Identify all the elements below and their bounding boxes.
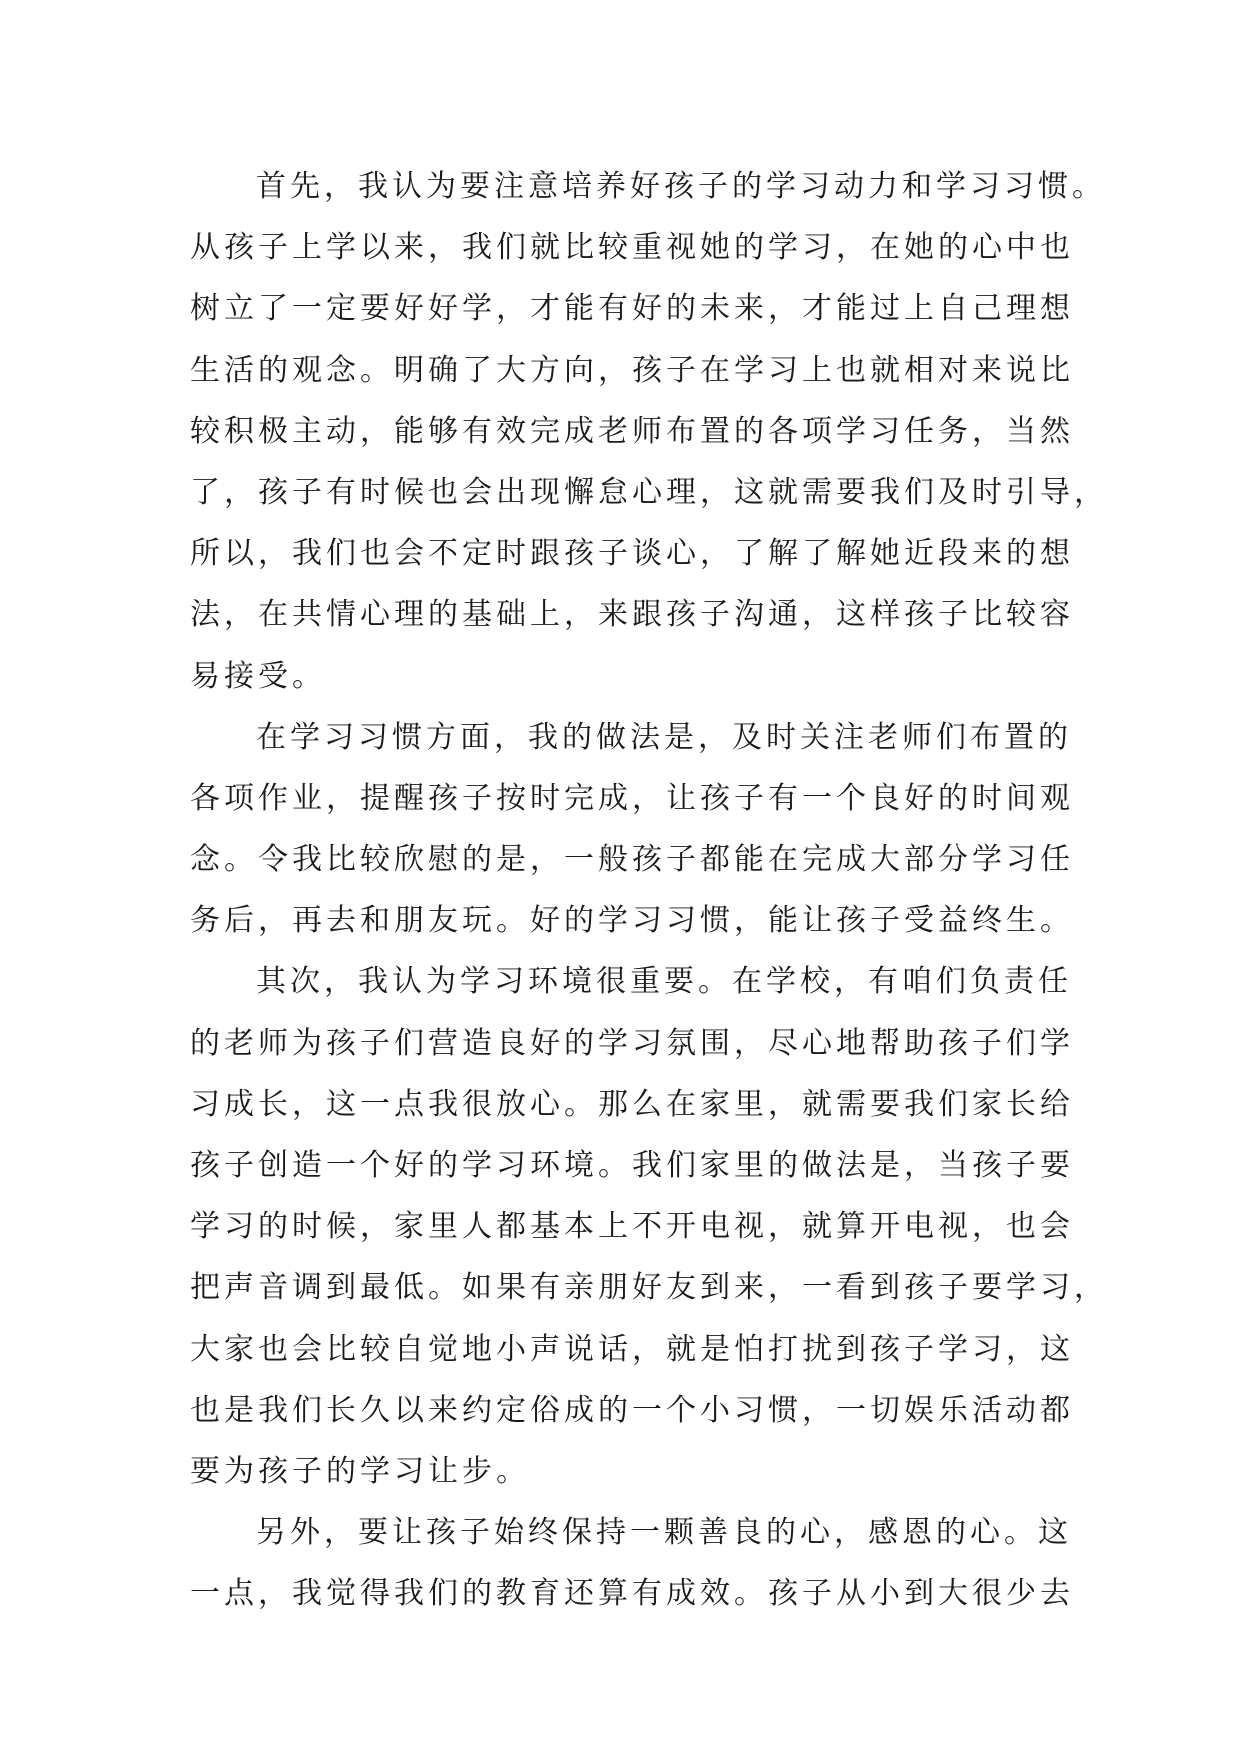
text-line: 大家也会比较自觉地小声说话，就是怕打扰到孩子学习，这: [190, 1331, 1074, 1367]
text-line: 把声音调到最低。如果有亲朋好友到来，一看到孩子要学习，: [190, 1270, 1108, 1306]
text-line: 务后，再去和朋友玩。好的学习习惯，能让孩子受益终生。: [190, 903, 1074, 939]
text-line: 各项作业，提醒孩子按时完成，让孩子有一个良好的时间观: [190, 780, 1074, 816]
text-line: 另外，要让孩子始终保持一颗善良的心，感恩的心。这: [256, 1515, 1072, 1551]
text-line: 的老师为孩子们营造良好的学习氛围，尽心地帮助孩子们学: [190, 1025, 1074, 1061]
text-line: 习成长，这一点我很放心。那么在家里，就需要我们家长给: [190, 1086, 1074, 1122]
text-line: 念。令我比较欣慰的是，一般孩子都能在完成大部分学习任: [190, 842, 1074, 878]
text-line: 其次，我认为学习环境很重要。在学校，有咱们负责任: [256, 964, 1072, 1000]
text-line: 在学习习惯方面，我的做法是，及时关注老师们布置的: [256, 719, 1072, 755]
text-line: 所以，我们也会不定时跟孩子谈心，了解了解她近段来的想: [190, 536, 1074, 572]
body-text: [190, 156, 1108, 1625]
text-line: 也是我们长久以来约定俗成的一个小习惯，一切娱乐活动都: [190, 1392, 1074, 1428]
text-line: 首先，我认为要注意培养好孩子的学习动力和学习习惯。: [256, 169, 1106, 204]
text-line: 学习的时候，家里人都基本上不开电视，就算开电视，也会: [190, 1209, 1074, 1245]
text-line: 较积极主动，能够有效完成老师布置的各项学习任务，当然: [190, 413, 1074, 449]
text-line: 树立了一定要好好学，才能有好的未来，才能过上自己理想: [190, 291, 1074, 327]
text-line: 了，孩子有时候也会出现懈怠心理，这就需要我们及时引导，: [190, 474, 1108, 510]
text-line: 要为孩子的学习让步。: [190, 1453, 530, 1489]
text-line: 易接受。: [190, 658, 326, 694]
text-line: 孩子创造一个好的学习环境。我们家里的做法是，当孩子要: [190, 1148, 1074, 1183]
text-line: 从孩子上学以来，我们就比较重视她的学习，在她的心中也: [190, 230, 1074, 266]
text-line: 法，在共情心理的基础上，来跟孩子沟通，这样孩子比较容: [190, 597, 1074, 633]
text-line: 一点，我觉得我们的教育还算有成效。孩子从小到大很少去: [190, 1576, 1074, 1612]
text-line: 生活的观念。明确了大方向，孩子在学习上也就相对来说比: [190, 352, 1074, 388]
